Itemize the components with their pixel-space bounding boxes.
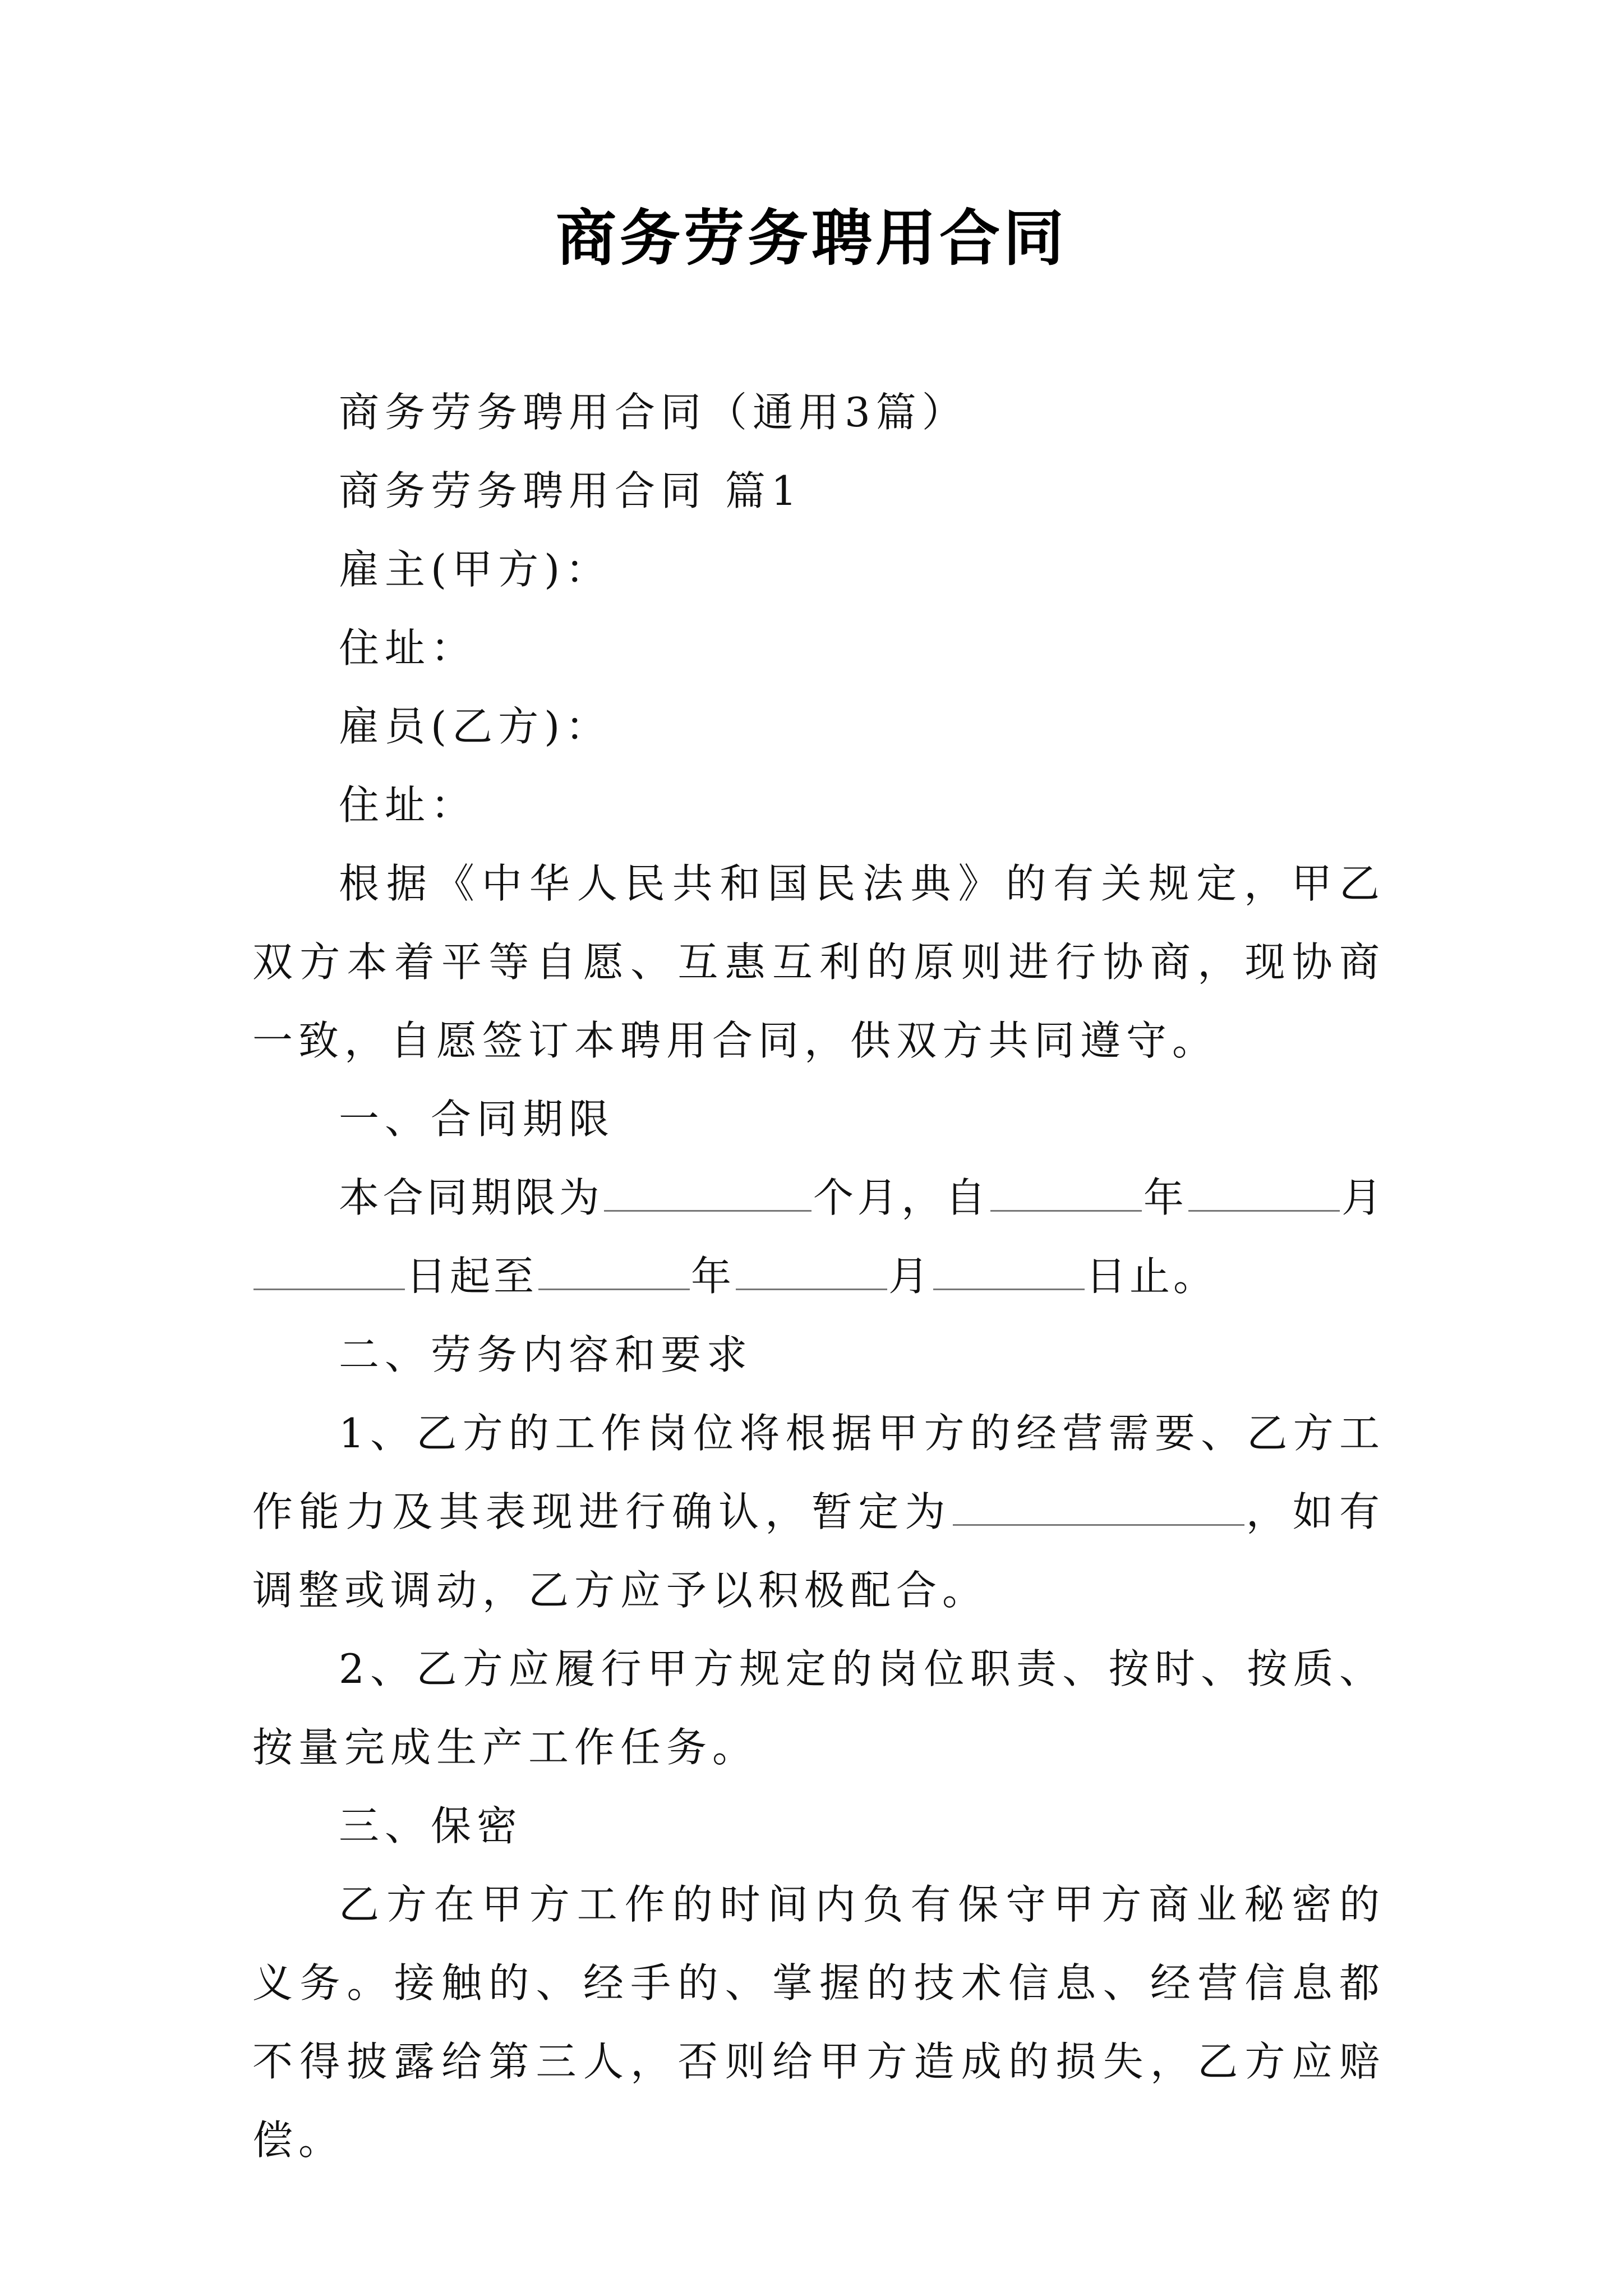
employer-label: 雇主(甲方)： bbox=[339, 546, 612, 593]
document-title: 商务劳务聘用合同 bbox=[555, 203, 1067, 274]
section3-text: 乙方在甲方工作的时间内负有保守甲方商业秘密的义务。接触的、经手的、掌握的技术信息、经营信息都不得披露给第三人，否则给甲方造成的损失，乙方应赔偿。 bbox=[252, 1881, 1385, 2164]
term-text-day-end: 日止。 bbox=[1086, 1253, 1218, 1300]
employee-address-label: 住址： bbox=[339, 781, 477, 829]
start-year-blank bbox=[990, 1175, 1142, 1212]
document-body bbox=[252, 373, 1385, 2179]
employee-label: 雇员(乙方)： bbox=[339, 703, 612, 750]
term-months-blank bbox=[604, 1175, 811, 1212]
preamble-paragraph: 根据《中华人民共和国民法典》的有关规定，甲乙双方本着平等自愿、互惠互利的原则进行协商，现协商一致，自愿签订本聘用合同，供双方共同遵守。 bbox=[252, 860, 1385, 1064]
end-day-blank bbox=[933, 1254, 1085, 1290]
section1-heading: 一、合同期限 bbox=[339, 1096, 615, 1143]
position-blank bbox=[953, 1489, 1244, 1526]
term-text-year: 年 bbox=[1143, 1174, 1188, 1221]
item1-text-start: 1、乙方的工作岗位将根据甲方的经营需要、乙方工作能力及其表现进行确认，暂定为 bbox=[252, 1410, 1385, 1535]
term-text-months: 个月，自 bbox=[813, 1174, 990, 1221]
term-text-year2: 年 bbox=[691, 1253, 735, 1300]
section2-heading: 二、劳务内容和要求 bbox=[339, 1331, 753, 1378]
start-month-blank bbox=[1188, 1175, 1340, 1212]
item1-text-end: ，如有调整或调动，乙方应予以积极配合。 bbox=[252, 1488, 1385, 1614]
document-subtitle: 商务劳务聘用合同（通用3篇） bbox=[339, 389, 968, 436]
term-text-month2: 月 bbox=[888, 1253, 933, 1300]
section1-term-paragraph bbox=[252, 1158, 1385, 1315]
term-text-month: 月 bbox=[1341, 1174, 1385, 1221]
section3-heading: 三、保密 bbox=[339, 1802, 523, 1849]
part-heading: 商务劳务聘用合同 篇1 bbox=[339, 467, 803, 514]
section2-item2: 2、乙方应履行甲方规定的岗位职责、按时、按质、按量完成生产工作任务。 bbox=[252, 1645, 1385, 1771]
end-year-blank bbox=[538, 1254, 690, 1290]
employer-address-label: 住址： bbox=[339, 624, 477, 671]
section2-item1 bbox=[252, 1394, 1385, 1630]
term-text-day-from: 日起至 bbox=[406, 1253, 538, 1300]
start-day-blank bbox=[253, 1254, 405, 1290]
end-month-blank bbox=[736, 1254, 887, 1290]
term-text-start: 本合同期限为 bbox=[339, 1174, 603, 1221]
